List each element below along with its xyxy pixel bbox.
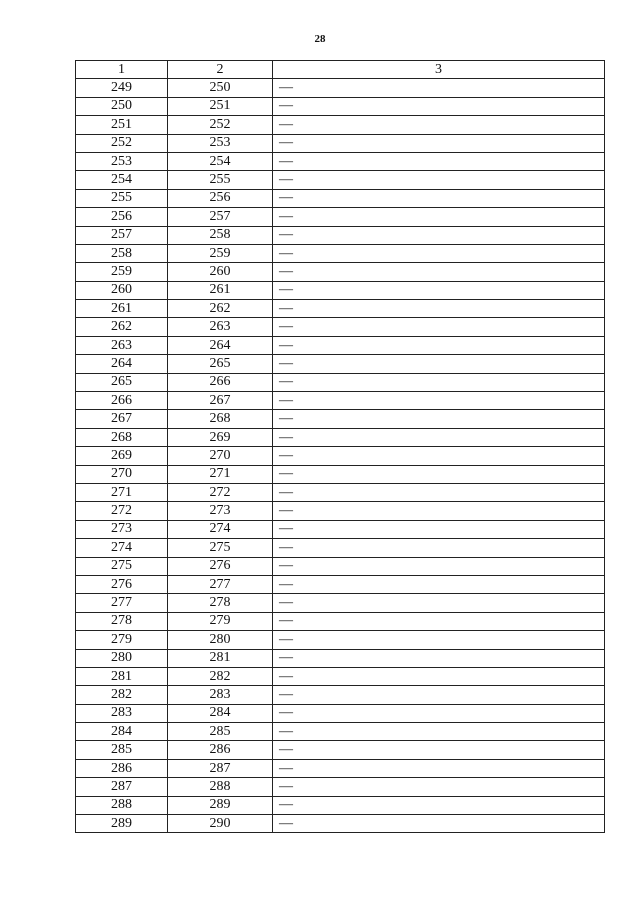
table-cell-col2: 260 (168, 263, 273, 281)
table-row (76, 336, 605, 354)
table-row (76, 704, 605, 722)
header-row (76, 61, 605, 79)
table-cell-col1: 286 (76, 759, 168, 777)
table-cell-col2: 259 (168, 244, 273, 262)
table-cell-col1: 288 (76, 796, 168, 814)
table-cell-col2: 287 (168, 759, 273, 777)
table-cell-col2: 268 (168, 410, 273, 428)
table-cell-col3: — (273, 244, 605, 262)
table-cell-col1: 250 (76, 97, 168, 115)
table-cell-col1: 254 (76, 171, 168, 189)
table-cell-col3: — (273, 226, 605, 244)
table-cell-col3: — (273, 79, 605, 97)
table-cell-col3: — (273, 741, 605, 759)
table-cell-col1: 260 (76, 281, 168, 299)
table-cell-col3: — (273, 373, 605, 391)
table-cell-col2: 270 (168, 447, 273, 465)
table-cell-col1: 261 (76, 300, 168, 318)
table-cell-col3: — (273, 134, 605, 152)
table-cell-col3: — (273, 815, 605, 833)
table-row (76, 226, 605, 244)
table-row (76, 300, 605, 318)
table-cell-col2: 280 (168, 631, 273, 649)
table-cell-col2: 276 (168, 557, 273, 575)
table-cell-col1: 249 (76, 79, 168, 97)
table-cell-col1: 279 (76, 631, 168, 649)
table-cell-col1: 256 (76, 208, 168, 226)
table-cell-col3: — (273, 520, 605, 538)
table-cell-col2: 272 (168, 483, 273, 501)
table-cell-col3: — (273, 447, 605, 465)
table-row (76, 318, 605, 336)
table-cell-col2: 266 (168, 373, 273, 391)
table-row (76, 171, 605, 189)
table-cell-col2: 286 (168, 741, 273, 759)
table-cell-col3: — (273, 152, 605, 170)
table-row (76, 594, 605, 612)
table-cell-col1: 278 (76, 612, 168, 630)
header-cell-1: 1 (76, 61, 168, 79)
table-cell-col1: 252 (76, 134, 168, 152)
table-cell-col3: — (273, 465, 605, 483)
table-cell-col2: 262 (168, 300, 273, 318)
table-cell-col2: 290 (168, 815, 273, 833)
table-row (76, 373, 605, 391)
table-cell-col1: 259 (76, 263, 168, 281)
table-cell-col2: 250 (168, 79, 273, 97)
table-cell-col2: 254 (168, 152, 273, 170)
table-cell-col2: 269 (168, 428, 273, 446)
table-cell-col1: 271 (76, 483, 168, 501)
table-row (76, 575, 605, 593)
table-cell-col1: 283 (76, 704, 168, 722)
table-cell-col3: — (273, 649, 605, 667)
table-cell-col1: 269 (76, 447, 168, 465)
table-cell-col1: 263 (76, 336, 168, 354)
table-row (76, 778, 605, 796)
table-cell-col3: — (273, 483, 605, 501)
table-row (76, 759, 605, 777)
table-cell-col3: — (273, 778, 605, 796)
header-cell-2: 2 (168, 61, 273, 79)
table-cell-col3: — (273, 116, 605, 134)
table-row (76, 649, 605, 667)
table-row (76, 631, 605, 649)
table-row (76, 152, 605, 170)
table-cell-col1: 268 (76, 428, 168, 446)
table-cell-col3: — (273, 631, 605, 649)
table-row (76, 79, 605, 97)
table-row (76, 263, 605, 281)
table-cell-col1: 277 (76, 594, 168, 612)
table-cell-col1: 273 (76, 520, 168, 538)
table-cell-col1: 267 (76, 410, 168, 428)
table-row (76, 557, 605, 575)
table-cell-col3: — (273, 189, 605, 207)
table-cell-col1: 253 (76, 152, 168, 170)
table-cell-col2: 273 (168, 502, 273, 520)
data-table (75, 60, 605, 833)
table-cell-col1: 257 (76, 226, 168, 244)
table-cell-col2: 274 (168, 520, 273, 538)
table-cell-col3: — (273, 594, 605, 612)
table-cell-col2: 263 (168, 318, 273, 336)
table-cell-col3: — (273, 428, 605, 446)
table-body (76, 79, 605, 833)
table-row (76, 281, 605, 299)
table-cell-col2: 257 (168, 208, 273, 226)
table-row (76, 392, 605, 410)
header-cell-3: 3 (273, 61, 605, 79)
table-cell-col1: 282 (76, 686, 168, 704)
table-cell-col2: 267 (168, 392, 273, 410)
table-cell-col3: — (273, 557, 605, 575)
table-cell-col1: 264 (76, 355, 168, 373)
page-number: 28 (314, 33, 326, 45)
table-row (76, 612, 605, 630)
table-cell-col2: 282 (168, 667, 273, 685)
table-cell-col3: — (273, 97, 605, 115)
table-cell-col1: 255 (76, 189, 168, 207)
table-cell-col2: 251 (168, 97, 273, 115)
table-row (76, 539, 605, 557)
table-cell-col3: — (273, 575, 605, 593)
table-cell-col2: 264 (168, 336, 273, 354)
table-cell-col2: 279 (168, 612, 273, 630)
table-cell-col2: 284 (168, 704, 273, 722)
table-row (76, 815, 605, 833)
table-cell-col1: 262 (76, 318, 168, 336)
table-cell-col3: — (273, 281, 605, 299)
table-cell-col1: 274 (76, 539, 168, 557)
table-cell-col2: 289 (168, 796, 273, 814)
table-cell-col3: — (273, 263, 605, 281)
table-cell-col3: — (273, 539, 605, 557)
table-cell-col2: 256 (168, 189, 273, 207)
table-cell-col3: — (273, 704, 605, 722)
table-row (76, 97, 605, 115)
table-row (76, 208, 605, 226)
table-cell-col2: 281 (168, 649, 273, 667)
table-cell-col2: 275 (168, 539, 273, 557)
table-cell-col2: 258 (168, 226, 273, 244)
table-cell-col3: — (273, 612, 605, 630)
table-header (76, 61, 605, 79)
table-cell-col3: — (273, 723, 605, 741)
table-cell-col2: 285 (168, 723, 273, 741)
table-cell-col1: 270 (76, 465, 168, 483)
table-cell-col3: — (273, 171, 605, 189)
table-cell-col1: 275 (76, 557, 168, 575)
table-row (76, 483, 605, 501)
table-cell-col3: — (273, 502, 605, 520)
table-cell-col1: 284 (76, 723, 168, 741)
table-row (76, 502, 605, 520)
table-cell-col3: — (273, 392, 605, 410)
table-row (76, 410, 605, 428)
table-row (76, 465, 605, 483)
table-row (76, 189, 605, 207)
table-cell-col1: 289 (76, 815, 168, 833)
table-cell-col2: 252 (168, 116, 273, 134)
table-cell-col2: 277 (168, 575, 273, 593)
table-row (76, 355, 605, 373)
table-cell-col2: 255 (168, 171, 273, 189)
table-cell-col3: — (273, 300, 605, 318)
table-cell-col1: 287 (76, 778, 168, 796)
table-cell-col1: 258 (76, 244, 168, 262)
table-cell-col1: 266 (76, 392, 168, 410)
table-cell-col1: 251 (76, 116, 168, 134)
table-cell-col1: 265 (76, 373, 168, 391)
table-row (76, 723, 605, 741)
table-row (76, 667, 605, 685)
table-cell-col2: 271 (168, 465, 273, 483)
table-cell-col2: 283 (168, 686, 273, 704)
table-cell-col1: 276 (76, 575, 168, 593)
table-cell-col2: 265 (168, 355, 273, 373)
table-cell-col3: — (273, 208, 605, 226)
table-cell-col2: 288 (168, 778, 273, 796)
table-cell-col3: — (273, 355, 605, 373)
table-cell-col3: — (273, 796, 605, 814)
table-cell-col1: 285 (76, 741, 168, 759)
table-row (76, 116, 605, 134)
table-row (76, 796, 605, 814)
table-row (76, 520, 605, 538)
table-cell-col1: 280 (76, 649, 168, 667)
table-cell-col3: — (273, 318, 605, 336)
table-cell-col2: 278 (168, 594, 273, 612)
table-row (76, 447, 605, 465)
table-cell-col2: 261 (168, 281, 273, 299)
table-cell-col3: — (273, 759, 605, 777)
table-cell-col1: 272 (76, 502, 168, 520)
table-cell-col1: 281 (76, 667, 168, 685)
table-row (76, 244, 605, 262)
table-cell-col3: — (273, 336, 605, 354)
table-cell-col3: — (273, 686, 605, 704)
table-row (76, 686, 605, 704)
table-cell-col3: — (273, 667, 605, 685)
table-row (76, 134, 605, 152)
table-cell-col3: — (273, 410, 605, 428)
table-cell-col2: 253 (168, 134, 273, 152)
table-row (76, 428, 605, 446)
table-row (76, 741, 605, 759)
